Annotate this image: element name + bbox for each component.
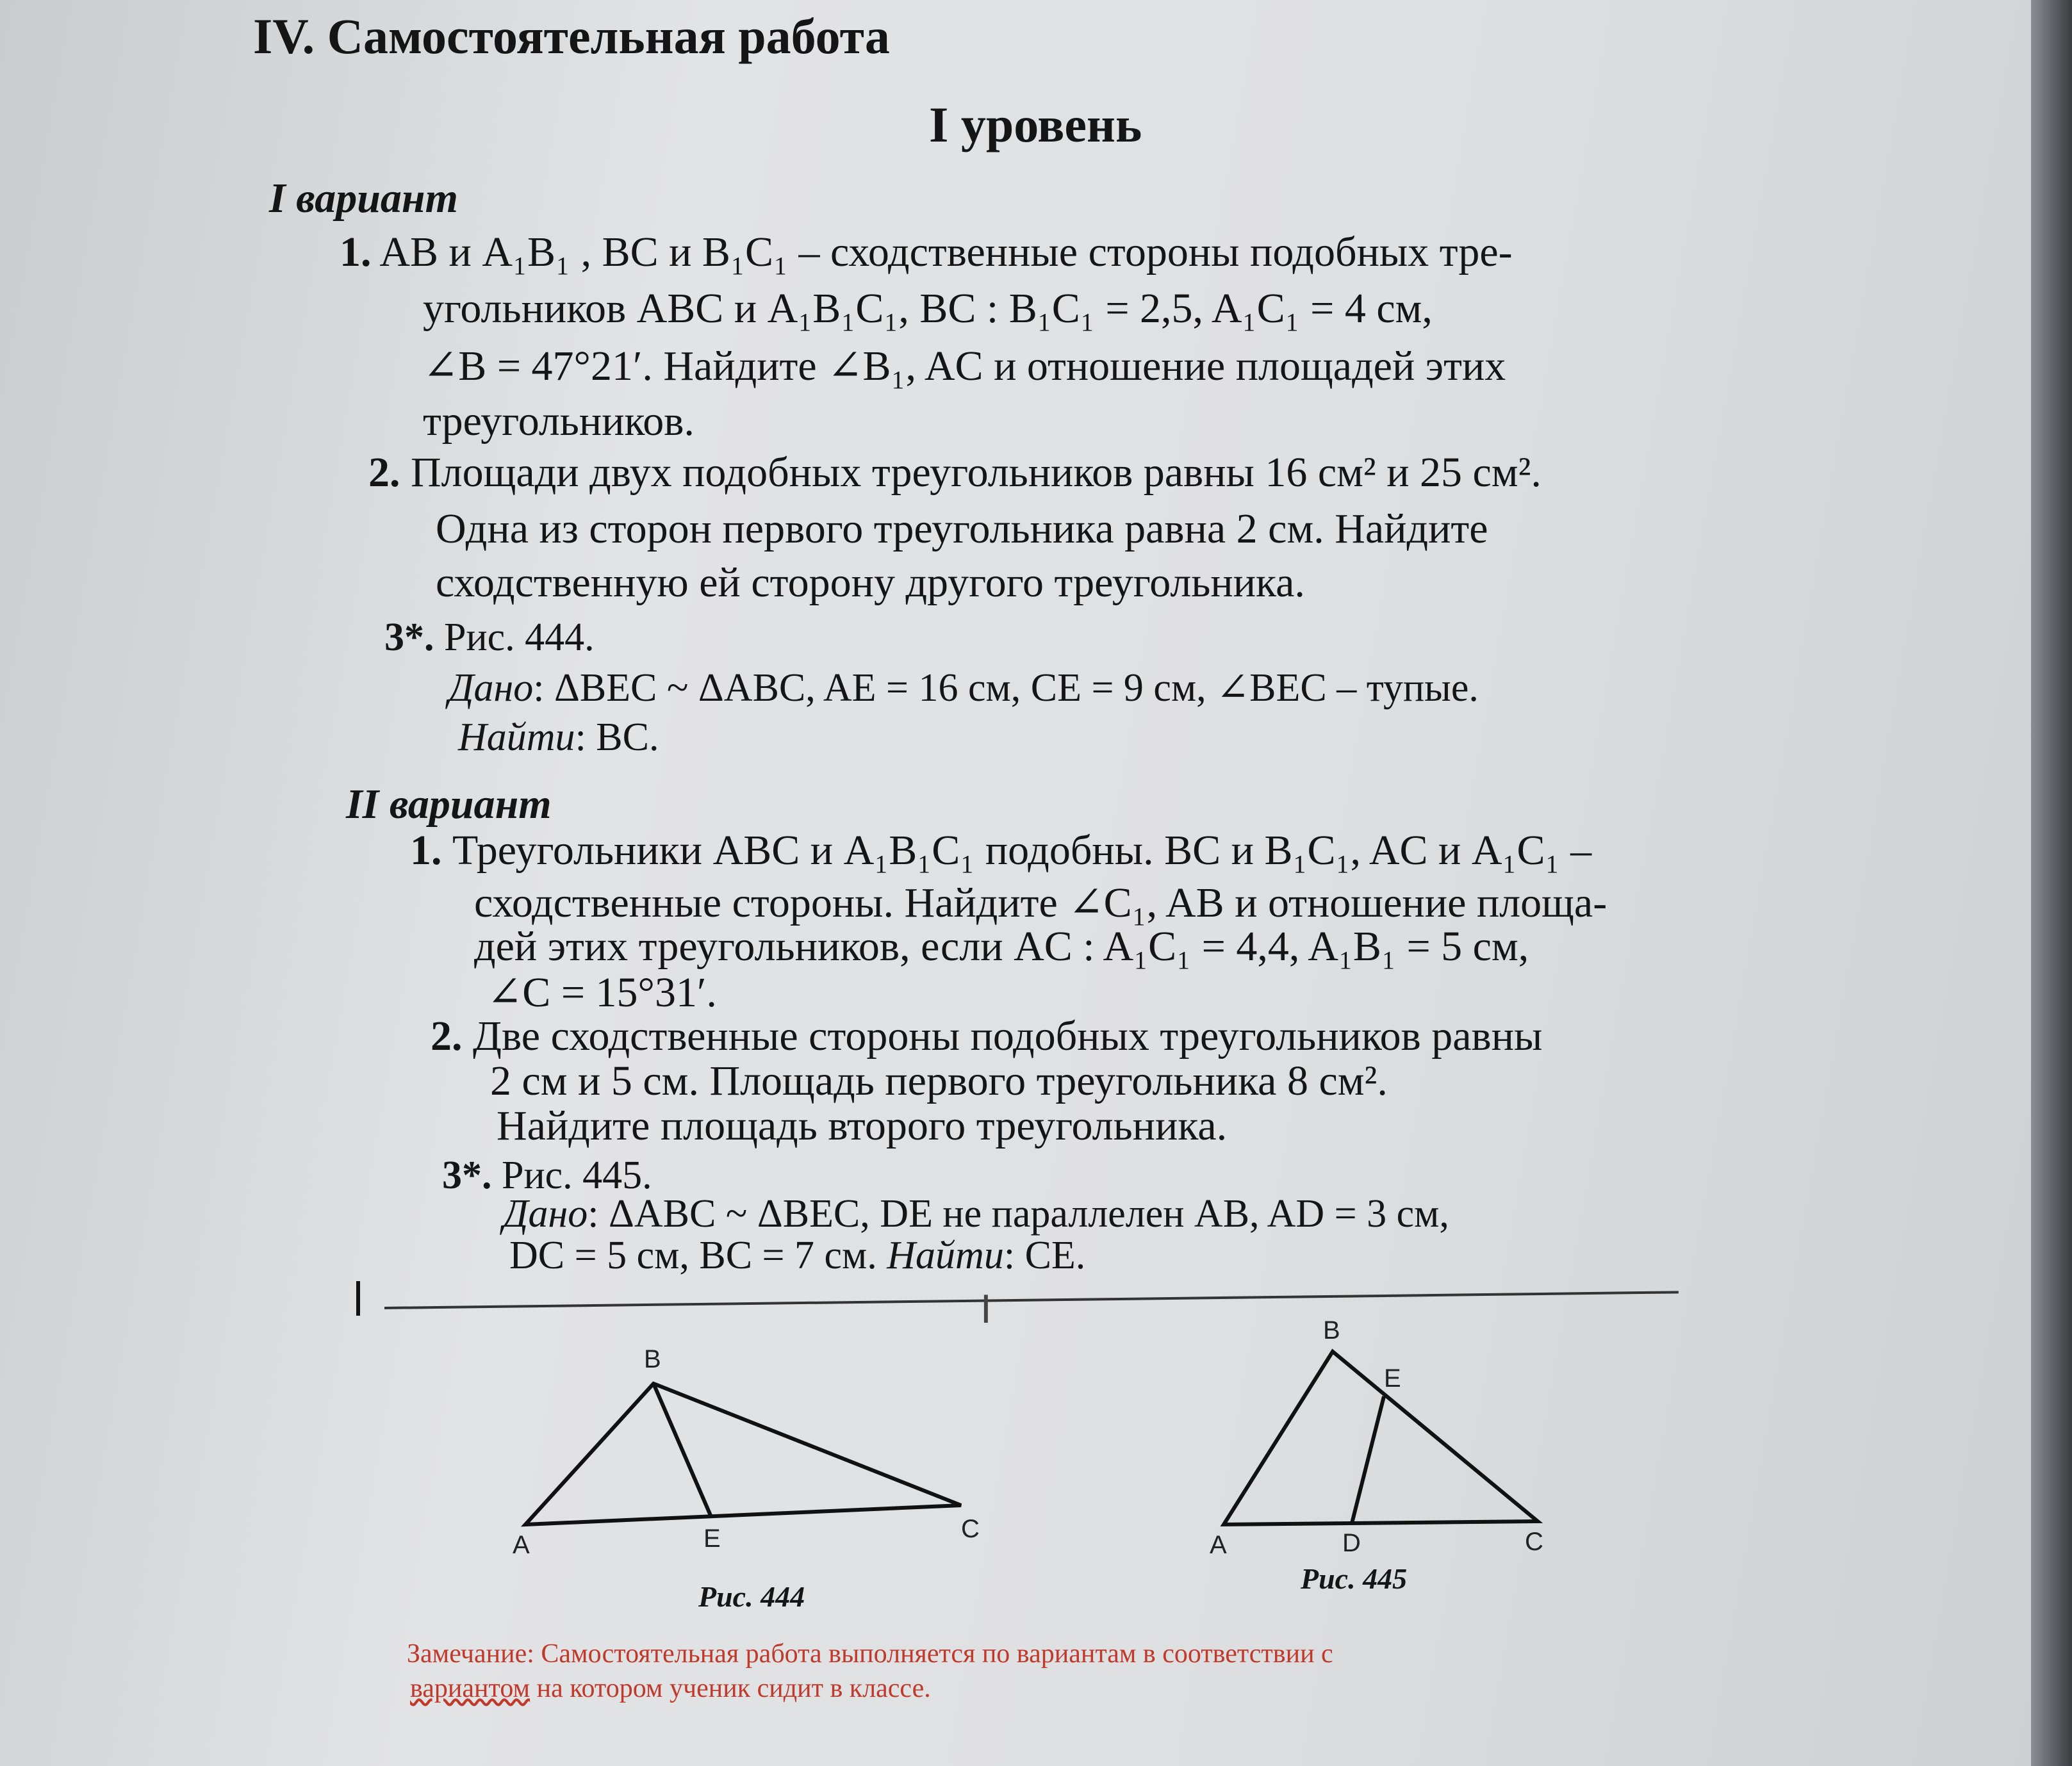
v2-task3-line2-text: DC = 5 см, BC = 7 см. [509, 1234, 887, 1277]
v1-task1-line3: ∠B = 47°21′. Найдите ∠B₁, AC и отношение площадей этих [423, 343, 1506, 389]
note-underlined-word: вариантом [410, 1674, 530, 1703]
caption-445: Рис. 445 [1301, 1562, 1408, 1595]
v2-find-text: : CE. [1003, 1234, 1086, 1277]
v1-task3 [384, 615, 595, 660]
v2-task1 [410, 826, 1591, 875]
v2-task3-number: 3*. [442, 1154, 492, 1197]
v2-task3-given [503, 1191, 1449, 1237]
v1-task1 [340, 228, 1513, 277]
monitor-edge [2031, 0, 2072, 1766]
label-d-445: D [1342, 1529, 1361, 1557]
v1-task3-figref: Рис. 444. [444, 616, 595, 659]
v2-task1-line2: сходственные стороны. Найдите ∠C₁, AB и отношение площа- [474, 879, 1607, 926]
v2-task1-line3: дей этих треугольников, если AC : A₁C₁ = 4,4, A₁B₁ = 5 см, [474, 923, 1529, 970]
v2-task3-line2 [509, 1233, 1085, 1279]
triangle-abc-444 [525, 1384, 961, 1525]
label-c-445: C [1525, 1528, 1543, 1556]
v1-task2-line1: Площади двух подобных треугольников равны 16 см² и 25 см². [411, 449, 1542, 496]
v2-task1-line4: ∠C = 15°31′. [487, 969, 717, 1016]
v2-given-label: Дано [503, 1192, 588, 1236]
ibeam-cursor-icon: I [980, 1288, 992, 1332]
v1-find-label: Найти [458, 715, 575, 759]
v1-task2-line3: сходственную ей сторону другого треугольника. [436, 559, 1305, 606]
text-cursor [356, 1281, 360, 1316]
v2-task2-line1: Две сходственные стороны подобных треугольников равны [473, 1013, 1543, 1059]
separator-line [384, 1291, 1679, 1309]
v1-task1-line1: AB и A₁B₁ , BC и B₁C₁ – сходственные стороны подобных тре- [379, 229, 1513, 275]
v1-task3-given [448, 664, 1479, 711]
v2-task3-figref: Рис. 445. [502, 1154, 652, 1197]
v2-task2-line3: Найдите площадь второго треугольника. [497, 1102, 1228, 1149]
v2-task2-line2: 2 см и 5 см. Площадь первого треугольника 8 см². [490, 1058, 1388, 1104]
v1-find-text: : BC. [575, 715, 659, 759]
figure-445 [1192, 1313, 1550, 1569]
label-e-445: E [1384, 1364, 1401, 1393]
section-title: IV. Самостоятельная работа [253, 8, 890, 64]
v1-task1-line2: угольников ABC и A₁B₁C₁, BC : B₁C₁ = 2,5, A₁C₁ = 4 см, [423, 285, 1433, 332]
figure-444 [500, 1332, 1025, 1589]
caption-444: Рис. 444 [698, 1580, 805, 1613]
v1-task3-number: 3*. [384, 616, 434, 659]
label-a-444: A [513, 1531, 530, 1559]
segment-de-445 [1352, 1396, 1384, 1523]
v2-given-text: : ΔABC ~ ΔBEC, DE не параллелен AB, AD = 3 см, [588, 1192, 1449, 1236]
note-line1: Замечание: Самостоятельная работа выполняется по вариантам в соответствии с [407, 1639, 1333, 1669]
v2-task1-number: 1. [410, 827, 442, 874]
v1-given-text: : ΔBEC ~ ΔABC, AE = 16 см, CE = 9 см, ∠BEC – тупые. [533, 666, 1479, 710]
v2-find-label: Найти [887, 1234, 1004, 1277]
triangle-abc-445 [1224, 1352, 1538, 1525]
label-b-445: B [1323, 1316, 1340, 1345]
v2-task2 [431, 1012, 1542, 1061]
label-a-445: A [1210, 1531, 1227, 1559]
v1-task3-find [458, 715, 659, 760]
v1-task1-line4: треугольников. [423, 398, 695, 445]
v1-task2-number: 2. [368, 449, 400, 496]
variant-1-heading: I вариант [269, 175, 458, 222]
v2-task2-number: 2. [431, 1013, 463, 1059]
label-c-444: C [961, 1515, 980, 1543]
v1-given-label: Дано [448, 666, 534, 710]
v1-task1-number: 1. [340, 229, 372, 275]
v2-task1-line1: Треугольники ABC и A₁B₁C₁ подобны. BC и B₁C₁, AC и A₁C₁ – [452, 827, 1592, 874]
level-heading: I уровень [929, 97, 1142, 152]
label-e-444: E [703, 1525, 721, 1553]
v1-task2-line2: Одна из сторон первого треугольника равна 2 см. Найдите [436, 505, 1488, 552]
note-line2-rest: на котором ученик сидит в классе. [530, 1674, 931, 1703]
v1-task2 [368, 448, 1542, 497]
note-line2 [410, 1673, 931, 1704]
variant-2-heading: II вариант [346, 781, 552, 828]
label-b-444: B [644, 1345, 661, 1373]
